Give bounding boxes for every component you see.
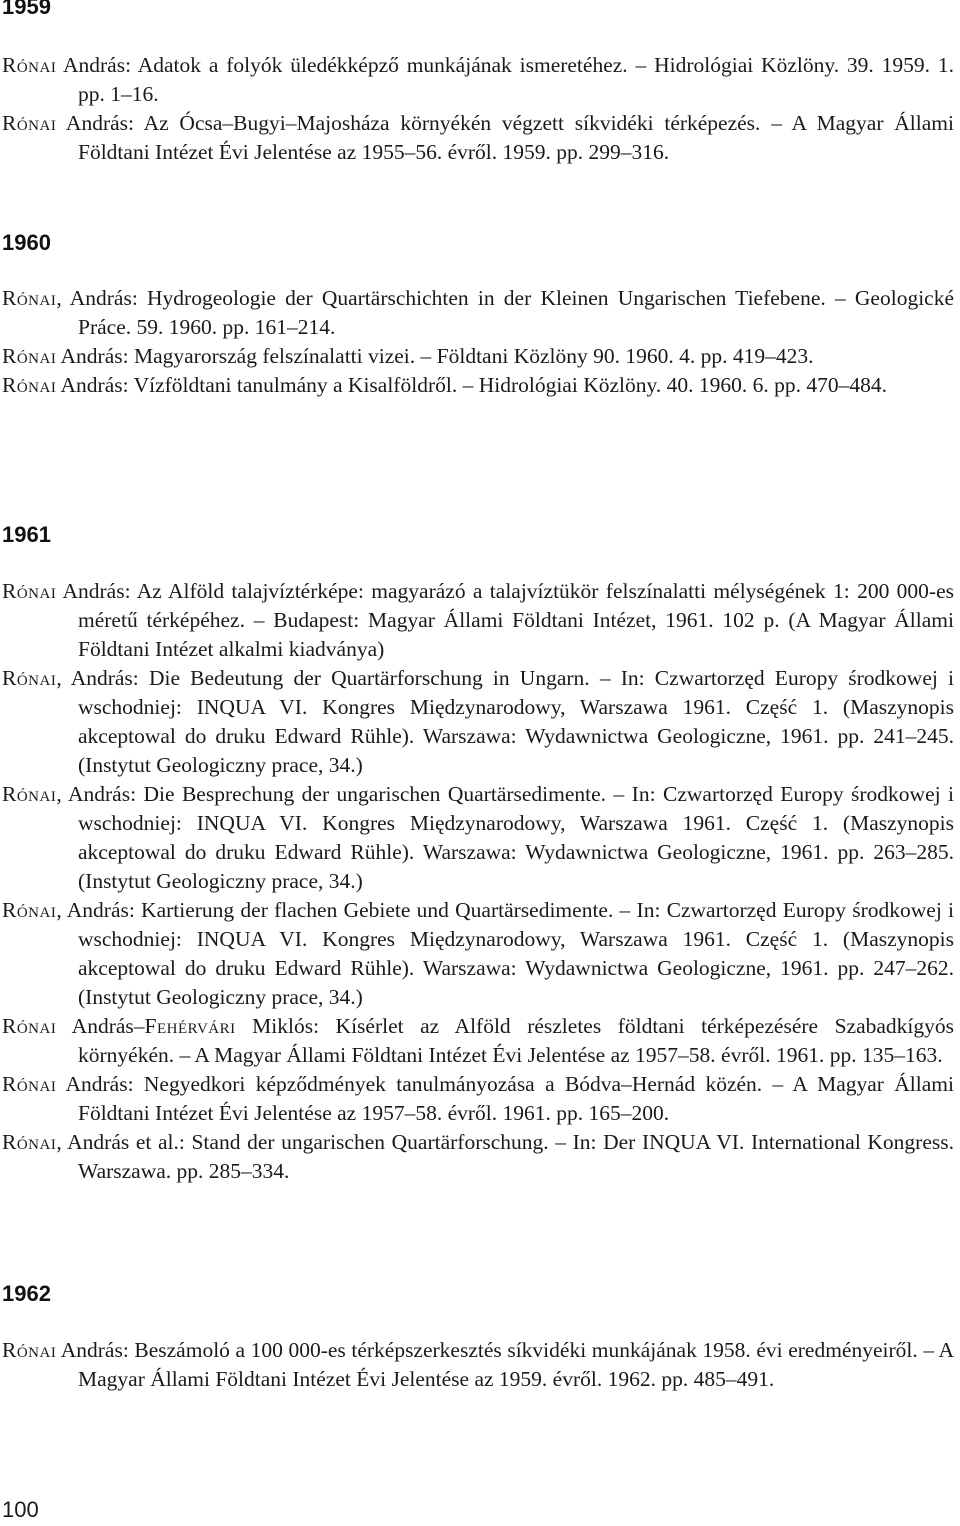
- bib-entry: [2, 1128, 954, 1186]
- year-heading-1962: 1962: [2, 1281, 51, 1306]
- entries-1961: [2, 577, 954, 1186]
- author-name: Rónai: [2, 666, 57, 690]
- author-name: Rónai: [2, 782, 57, 806]
- bib-entry: [2, 371, 954, 400]
- entry-text: András: Az Alföld talajvíztérképe: magyarázó a talajvíztükör felszínalatti mélységének 1: 200 000-es méretű térképéhez. – Budapest: Magyar Állami Földtani Intézet, 1961. 102 p. (A Magyar Állami Földtani Intézet alkalmi kiadványa): [56, 579, 954, 661]
- author-name: Rónai: [2, 579, 57, 603]
- author-name: Rónai: [2, 1014, 57, 1038]
- entry-text-continued: Miklós: Kísérlet az Alföld részletes földtani térképezésére Szabadkígyós környékén. – A Magyar Állami Földtani Intézet Évi Jelentése az 1957–58. évről. 1961. pp. 135–163.: [78, 1014, 954, 1067]
- entry-text: András–: [56, 1014, 145, 1038]
- year-heading-1959: 1959: [2, 0, 51, 19]
- bib-entry: [2, 1070, 954, 1128]
- bib-entry: [2, 284, 954, 342]
- bib-entry: [2, 896, 954, 1012]
- entry-text: András: Az Ócsa–Bugyi–Majosháza környékén végzett síkvidéki térképezés. – A Magyar Állami Földtani Intézet Évi Jelentése az 1955–56. évről. 1959. pp. 299–316.: [56, 111, 954, 164]
- author-name: Rónai: [2, 344, 57, 368]
- entry-text: , András: Kartierung der flachen Gebiete und Quartärsedimente. – In: Czwartorzęd Europy środkowej i wschodniej: INQUA VI. Kongres Międzynarodowy, Warszawa 1961. Część 1. (Maszynopis akceptowal do druku Edward Rühle). Warszawa: Wydawnictwa Geologiczne, 1961. pp. 247–262. (Instytut Geologiczny prace, 34.): [56, 898, 954, 1009]
- author-name: Rónai: [2, 53, 57, 77]
- bib-entry: [2, 780, 954, 896]
- coauthor-name: Fehérvári: [144, 1014, 236, 1038]
- bib-entry: [2, 51, 954, 109]
- year-heading-1960: 1960: [2, 230, 51, 255]
- bib-entry: [2, 1012, 954, 1070]
- author-name: Rónai: [2, 1338, 57, 1362]
- entry-text: , András: Die Bedeutung der Quartärforschung in Ungarn. – In: Czwartorzęd Europy środkowej i wschodniej: INQUA VI. Kongres Międzynarodowy, Warszawa 1961. Część 1. (Maszynopis akceptowal do druku Edward Rühle). Warszawa: Wydawnictwa Geologiczne, 1961. pp. 241–245. (Instytut Geologiczny prace, 34.): [56, 666, 954, 777]
- author-name: Rónai: [2, 898, 57, 922]
- entry-text: András: Adatok a folyók üledékképző munkájának ismeretéhez. – Hidrológiai Közlöny. 39. 1959. 1. pp. 1–16.: [56, 53, 954, 106]
- bib-entry: [2, 342, 954, 371]
- bib-entry: [2, 577, 954, 664]
- page-number: 100: [2, 1497, 39, 1522]
- author-name: Rónai: [2, 1130, 57, 1154]
- bib-entry: [2, 109, 954, 167]
- year-heading-1961: 1961: [2, 522, 51, 547]
- entry-text: , András: Die Besprechung der ungarischen Quartärsedimente. – In: Czwartorzęd Europy środkowej i wschodniej: INQUA VI. Kongres Międzynarodowy, Warszawa 1961. Część 1. (Maszynopis akceptowal do druku Edward Rühle). Warszawa: Wydawnictwa Geologiczne, 1961. pp. 263–285. (Instytut Geologiczny prace, 34.): [56, 782, 954, 893]
- entry-text: András: Beszámoló a 100 000-es térképszerkesztés síkvidéki munkájának 1958. évi eredményeiről. – A Magyar Állami Földtani Intézet Évi Jelentése az 1959. évről. 1962. pp. 485–491.: [56, 1338, 954, 1391]
- entries-1960: [2, 284, 954, 400]
- author-name: Rónai: [2, 286, 57, 310]
- bib-entry: [2, 1336, 954, 1394]
- entries-1959: [2, 51, 954, 167]
- entry-text: András: Vízföldtani tanulmány a Kisalföldről. – Hidrológiai Közlöny. 40. 1960. 6. pp. 470–484.: [56, 373, 887, 397]
- author-name: Rónai: [2, 1072, 57, 1096]
- author-name: Rónai: [2, 373, 57, 397]
- entries-1962: [2, 1336, 954, 1394]
- entry-text: András: Negyedkori képződmények tanulmányozása a Bódva–Hernád közén. – A Magyar Állami Földtani Intézet Évi Jelentése az 1957–58. évről. 1961. pp. 165–200.: [56, 1072, 954, 1125]
- entry-text: András: Magyarország felszínalatti vizei. – Földtani Közlöny 90. 1960. 4. pp. 419–423.: [56, 344, 814, 368]
- bib-entry: [2, 664, 954, 780]
- author-name: Rónai: [2, 111, 57, 135]
- entry-text: , András et al.: Stand der ungarischen Quartärforschung. – In: Der INQUA VI. International Kongress. Warszawa. pp. 285–334.: [56, 1130, 954, 1183]
- entry-text: , András: Hydrogeologie der Quartärschichten in der Kleinen Ungarischen Tiefebene. – Geologické Práce. 59. 1960. pp. 161–214.: [56, 286, 954, 339]
